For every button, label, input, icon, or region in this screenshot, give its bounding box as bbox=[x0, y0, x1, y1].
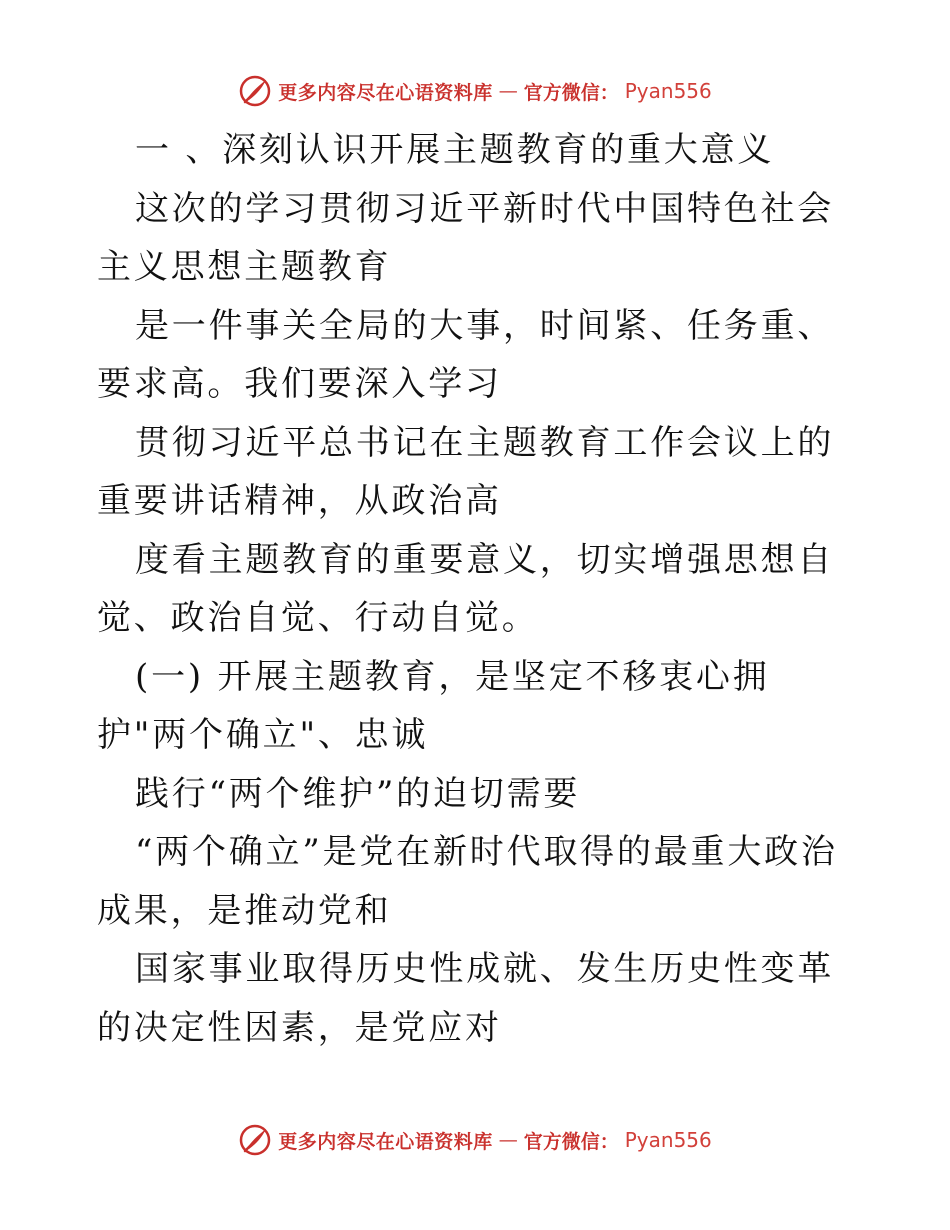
paragraph: 度看主题教育的重要意义，切实增强思想自觉、政治自觉、行动自觉。 bbox=[97, 539, 835, 638]
wechat-label: 官方微信： bbox=[523, 81, 619, 104]
paragraph: “两个确立”是党在新时代取得的最重大政治成果，是推动党和 bbox=[97, 832, 838, 931]
header-watermark-banner bbox=[0, 69, 950, 113]
paragraph: 贯彻习近平总书记在主题教育工作会议上的重要讲话精神，从政治高 bbox=[97, 422, 835, 521]
feather-pen-logo-icon bbox=[238, 74, 272, 108]
wechat-account: Pyan556 bbox=[624, 1128, 712, 1152]
section-heading: 一 、深刻认识开展主题教育的重大意义 bbox=[135, 130, 775, 170]
wechat-label: 官方微信： bbox=[523, 1130, 619, 1153]
paragraph: 践行“两个维护”的迫切需要 bbox=[135, 773, 581, 814]
wechat-account: Pyan556 bbox=[624, 79, 712, 103]
separator-dash: — bbox=[498, 80, 518, 102]
paragraph: 国家事业取得历史性成就、发生历史性变革的决定性因素，是党应对 bbox=[97, 949, 835, 1048]
document-body bbox=[97, 121, 857, 1057]
separator-dash: — bbox=[498, 1129, 518, 1151]
footer-watermark-banner bbox=[0, 1118, 950, 1162]
subsection-heading: (一) 开展主题教育，是坚定不移衷心拥护"两个确立"、忠诚 bbox=[97, 656, 770, 755]
site-name-text: 更多内容尽在心语资料库 bbox=[278, 1130, 493, 1153]
feather-pen-logo-icon bbox=[238, 1123, 272, 1157]
paragraph: 是一件事关全局的大事，时间紧、任务重、要求高。我们要深入学习 bbox=[97, 305, 835, 404]
site-name-text: 更多内容尽在心语资料库 bbox=[278, 81, 493, 104]
paragraph: 这次的学习贯彻习近平新时代中国特色社会主义思想主题教育 bbox=[97, 188, 835, 287]
